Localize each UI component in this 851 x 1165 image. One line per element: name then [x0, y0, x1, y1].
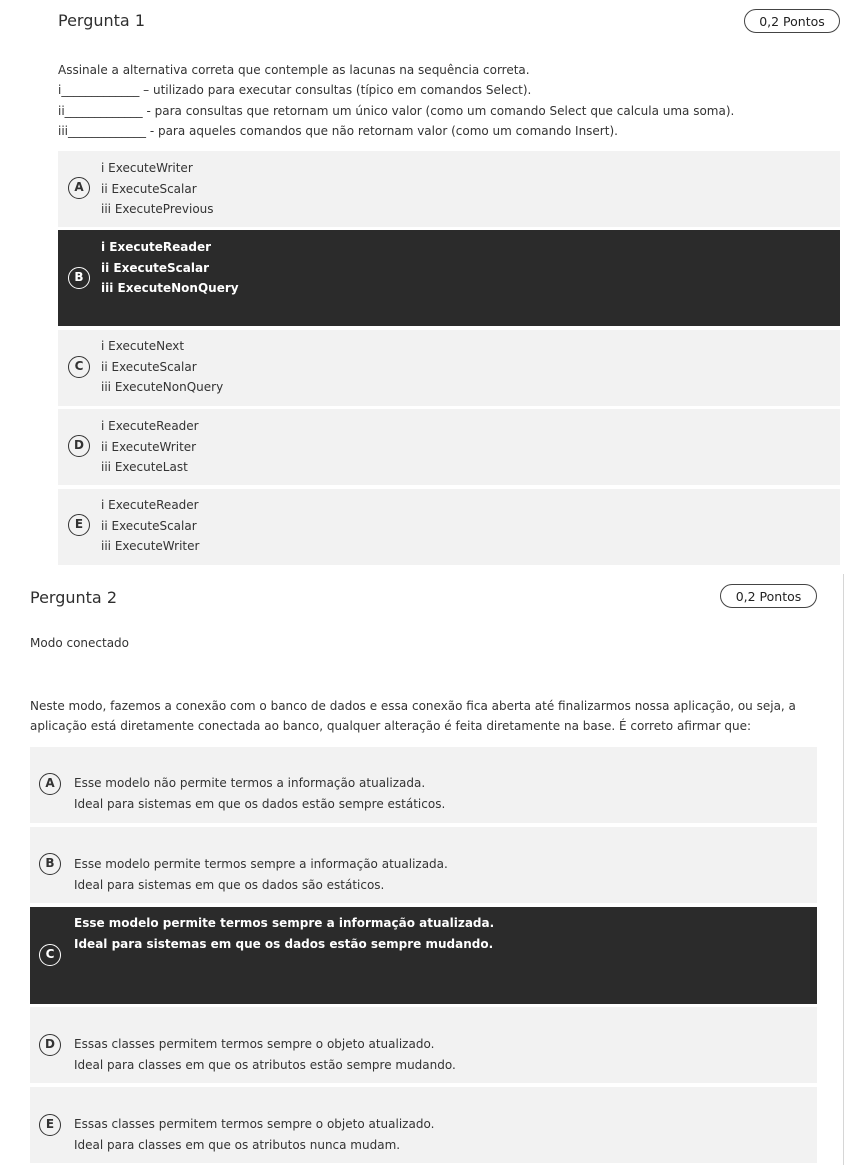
option-line: ii ExecuteScalar — [101, 260, 209, 275]
points-badge: 0,2 Pontos — [720, 584, 817, 608]
option-line: i ExecuteNext — [101, 339, 185, 353]
option-letter: E — [68, 514, 90, 536]
option-line: iii ExecutePrevious — [101, 202, 214, 216]
option-line: Ideal para sistemas em que os dados estão sempre estáticos. — [74, 796, 446, 811]
option-line: Essas classes permitem termos sempre o objeto atualizado. — [74, 1037, 435, 1051]
option-c[interactable] — [58, 330, 840, 406]
option-letter: E — [39, 1114, 61, 1136]
option-c[interactable] — [30, 907, 817, 1004]
option-line: ii ExecuteScalar — [101, 359, 197, 374]
option-e[interactable] — [30, 1087, 817, 1163]
option-letter: D — [68, 435, 90, 457]
option-text — [101, 416, 199, 478]
option-b[interactable] — [30, 827, 817, 903]
option-text — [101, 158, 214, 220]
option-text — [74, 773, 445, 814]
option-text — [101, 336, 223, 398]
option-line: iii ExecuteWriter — [101, 539, 200, 553]
option-text — [101, 237, 239, 299]
points-badge: 0,2 Pontos — [744, 9, 840, 33]
divider — [843, 574, 844, 1165]
option-d[interactable] — [30, 1007, 817, 1083]
option-line: ii ExecuteWriter — [101, 439, 197, 454]
option-letter: B — [68, 267, 90, 289]
question-prompt — [30, 696, 817, 737]
option-letter: D — [39, 1034, 61, 1056]
option-line: iii ExecuteLast — [101, 460, 188, 474]
option-d[interactable] — [58, 409, 840, 485]
prompt-line: Assinale a alternativa correta que contemple as lacunas na sequência correta. — [58, 63, 530, 77]
option-line: ii ExecuteScalar — [101, 181, 197, 196]
option-b[interactable] — [58, 230, 840, 326]
question-intro: Modo conectado — [30, 636, 130, 650]
option-line: Ideal para sistemas em que os dados são estáticos. — [74, 877, 385, 892]
option-text — [101, 495, 199, 557]
option-line: i ExecuteReader — [101, 240, 212, 254]
option-letter: B — [39, 853, 61, 875]
option-line: Esse modelo não permite termos a informação atualizada. — [74, 776, 426, 790]
option-letter: C — [39, 944, 61, 966]
prompt-text: Neste modo, fazemos a conexão com o banco de dados e essa conexão fica aberta até finalizarmos nossa aplicação, ou seja, a aplicação está diretamente conectada ao banco, qualquer alteração é feita diretamente na base. É correto afirmar que: — [30, 699, 796, 734]
option-line: Ideal para sistemas em que os dados estão sempre mudando. — [74, 936, 494, 951]
option-letter: A — [68, 177, 90, 199]
option-line: iii ExecuteNonQuery — [101, 380, 224, 394]
option-e[interactable] — [58, 489, 840, 565]
question-prompt — [58, 60, 840, 142]
option-line: Essas classes permitem termos sempre o objeto atualizado. — [74, 1117, 435, 1131]
option-a[interactable] — [30, 747, 817, 823]
prompt-line: iii_____________ - para aqueles comandos que não retornam valor (como um comando Insert). — [58, 124, 618, 139]
option-line: Esse modelo permite termos sempre a informação atualizada. — [74, 916, 495, 930]
option-a[interactable] — [58, 151, 840, 227]
option-line: ii ExecuteScalar — [101, 518, 197, 533]
option-letter: A — [39, 773, 61, 795]
question-title: Pergunta 1 — [58, 11, 145, 30]
option-letter: C — [68, 356, 90, 378]
option-line: Ideal para classes em que os atributos nunca mudam. — [74, 1137, 401, 1152]
question-title: Pergunta 2 — [30, 588, 117, 607]
prompt-line: i_____________ – utilizado para executar consultas (típico em comandos Select). — [58, 83, 532, 98]
option-text — [74, 854, 448, 895]
option-line: i ExecuteWriter — [101, 161, 193, 175]
option-line: i ExecuteReader — [101, 498, 199, 512]
option-line: iii ExecuteNonQuery — [101, 281, 239, 295]
option-text — [74, 1034, 456, 1075]
option-text — [74, 1114, 434, 1155]
option-line: Esse modelo permite termos sempre a informação atualizada. — [74, 857, 448, 871]
option-text — [74, 913, 494, 954]
option-line: Ideal para classes em que os atributos estão sempre mudando. — [74, 1057, 456, 1072]
prompt-line: ii_____________ - para consultas que retornam um único valor (como um comando Select que calcula uma soma). — [58, 103, 735, 118]
option-line: i ExecuteReader — [101, 419, 199, 433]
